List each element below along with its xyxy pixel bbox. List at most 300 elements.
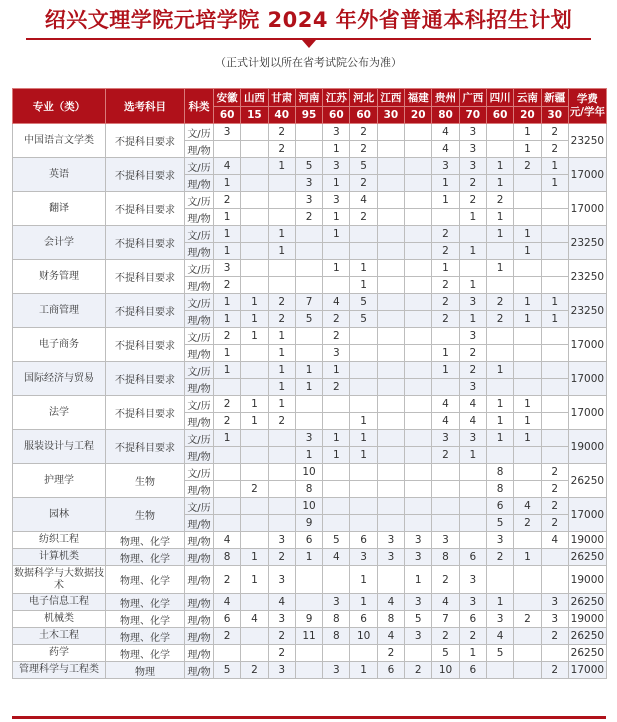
cell-quota: 5 (350, 311, 377, 328)
cell-quota: 1 (214, 430, 241, 447)
cell-quota: 1 (514, 226, 541, 243)
cell-type: 理/物 (185, 532, 214, 549)
cell-quota: 8 (323, 628, 350, 645)
cell-quota: 2 (323, 379, 350, 396)
cell-quota: 2 (459, 345, 486, 362)
cell-quota (514, 379, 541, 396)
cell-quota: 1 (323, 447, 350, 464)
cell-quota (405, 175, 432, 192)
cell-quota: 1 (323, 362, 350, 379)
cell-quota: 3 (459, 294, 486, 311)
cell-quota (241, 362, 268, 379)
cell-quota: 2 (541, 515, 568, 532)
cell-quota (377, 515, 404, 532)
cell-quota: 1 (486, 175, 513, 192)
cell-quota: 4 (432, 124, 459, 141)
header-province-total: 20 (405, 107, 432, 124)
cell-quota (377, 430, 404, 447)
cell-quota (268, 481, 295, 498)
cell-quota: 2 (241, 662, 268, 679)
cell-quota (377, 328, 404, 345)
cell-quota (377, 124, 404, 141)
cell-quota: 2 (486, 294, 513, 311)
cell-quota (241, 158, 268, 175)
cell-quota: 1 (214, 311, 241, 328)
cell-quota (295, 124, 322, 141)
cell-quota: 1 (541, 175, 568, 192)
table-row (13, 158, 607, 175)
header-province-total: 30 (541, 107, 568, 124)
cell-fee: 26250 (568, 549, 606, 566)
cell-type: 理/物 (185, 594, 214, 611)
cell-quota: 1 (514, 124, 541, 141)
cell-type: 文/历 (185, 226, 214, 243)
cell-quota: 3 (459, 430, 486, 447)
cell-quota (514, 447, 541, 464)
header-province-total: 60 (323, 107, 350, 124)
cell-quota: 3 (323, 124, 350, 141)
cell-quota: 1 (350, 277, 377, 294)
cell-quota: 1 (323, 141, 350, 158)
cell-major: 财务管理 (13, 260, 106, 294)
cell-quota (214, 645, 241, 662)
cell-quota: 3 (377, 532, 404, 549)
cell-quota: 5 (486, 515, 513, 532)
cell-subject: 不提科目要求 (106, 158, 185, 192)
cell-quota: 5 (295, 311, 322, 328)
cell-type: 文/历 (185, 192, 214, 209)
cell-quota (268, 192, 295, 209)
cell-quota: 6 (459, 662, 486, 679)
cell-subject: 不提科目要求 (106, 294, 185, 328)
header-province-total: 60 (214, 107, 241, 124)
table-row (13, 464, 607, 481)
header-province: 福建 (405, 89, 432, 107)
cell-quota (405, 226, 432, 243)
table-row (13, 566, 607, 594)
cell-quota: 8 (377, 611, 404, 628)
header-province: 四川 (486, 89, 513, 107)
cell-quota (377, 379, 404, 396)
table-header (13, 89, 607, 124)
cell-quota: 1 (432, 345, 459, 362)
cell-quota (214, 498, 241, 515)
header-province: 河北 (350, 89, 377, 107)
cell-quota (214, 447, 241, 464)
table-row (13, 645, 607, 662)
table-row (13, 662, 607, 679)
cell-quota (214, 379, 241, 396)
cell-quota: 5 (486, 645, 513, 662)
page-title: 绍兴文理学院元培学院 2024 年外省普通本科招生计划 (44, 8, 573, 32)
cell-quota: 3 (541, 594, 568, 611)
cell-quota: 4 (541, 532, 568, 549)
cell-quota (323, 566, 350, 594)
cell-quota: 1 (350, 260, 377, 277)
header-province: 安徽 (214, 89, 241, 107)
cell-quota (405, 345, 432, 362)
cell-quota (541, 549, 568, 566)
cell-type: 理/物 (185, 413, 214, 430)
cell-quota: 2 (541, 464, 568, 481)
cell-quota (295, 396, 322, 413)
cell-quota: 2 (214, 192, 241, 209)
cell-quota (241, 141, 268, 158)
cell-quota (514, 645, 541, 662)
cell-major: 土木工程 (13, 628, 106, 645)
cell-quota (350, 645, 377, 662)
cell-type: 理/物 (185, 566, 214, 594)
cell-quota (405, 277, 432, 294)
cell-quota: 1 (268, 396, 295, 413)
cell-quota (350, 379, 377, 396)
page-subtitle: （正式计划以所在省考试院公布为准） (215, 56, 402, 69)
cell-quota: 1 (241, 396, 268, 413)
cell-type: 理/物 (185, 447, 214, 464)
cell-quota (432, 209, 459, 226)
cell-quota: 2 (377, 645, 404, 662)
cell-quota: 2 (323, 328, 350, 345)
cell-quota (541, 447, 568, 464)
cell-quota (514, 175, 541, 192)
cell-subject: 物理、化学 (106, 532, 185, 549)
cell-quota: 6 (295, 532, 322, 549)
cell-quota: 2 (486, 549, 513, 566)
cell-quota (295, 645, 322, 662)
cell-quota: 1 (295, 447, 322, 464)
cell-quota: 3 (268, 611, 295, 628)
cell-quota (268, 498, 295, 515)
cell-quota (405, 192, 432, 209)
cell-quota (514, 464, 541, 481)
cell-subject: 不提科目要求 (106, 226, 185, 260)
cell-fee: 26250 (568, 645, 606, 662)
cell-quota (541, 413, 568, 430)
cell-quota: 5 (432, 645, 459, 662)
cell-quota (405, 243, 432, 260)
cell-quota: 1 (514, 396, 541, 413)
cell-quota: 4 (214, 532, 241, 549)
cell-quota: 2 (432, 294, 459, 311)
cell-quota: 1 (241, 328, 268, 345)
cell-quota (377, 413, 404, 430)
cell-quota (541, 328, 568, 345)
cell-quota: 1 (214, 294, 241, 311)
cell-quota: 6 (459, 549, 486, 566)
cell-quota (405, 294, 432, 311)
cell-quota (541, 379, 568, 396)
cell-quota (405, 328, 432, 345)
cell-quota (432, 464, 459, 481)
cell-major: 英语 (13, 158, 106, 192)
cell-quota: 4 (377, 628, 404, 645)
cell-quota (486, 345, 513, 362)
cell-quota (295, 345, 322, 362)
cell-quota: 10 (295, 464, 322, 481)
header-row-provinces (13, 89, 607, 107)
table-row (13, 611, 607, 628)
cell-quota (541, 243, 568, 260)
cell-quota: 3 (323, 345, 350, 362)
cell-quota: 2 (268, 645, 295, 662)
cell-quota: 2 (214, 328, 241, 345)
cell-quota: 5 (350, 294, 377, 311)
cell-quota: 1 (486, 158, 513, 175)
cell-major: 园林 (13, 498, 106, 532)
cell-fee: 23250 (568, 124, 606, 158)
cell-quota: 1 (323, 260, 350, 277)
cell-quota (323, 277, 350, 294)
cell-type: 理/物 (185, 628, 214, 645)
cell-quota (514, 532, 541, 549)
cell-quota: 6 (377, 662, 404, 679)
cell-quota (405, 209, 432, 226)
cell-quota: 5 (350, 158, 377, 175)
table-row (13, 124, 607, 141)
cell-quota: 1 (486, 226, 513, 243)
cell-quota: 1 (514, 311, 541, 328)
cell-quota (405, 413, 432, 430)
header-fee (568, 89, 606, 124)
cell-quota: 1 (514, 243, 541, 260)
cell-quota: 8 (486, 464, 513, 481)
cell-quota: 3 (323, 158, 350, 175)
cell-quota (295, 662, 322, 679)
cell-quota (514, 362, 541, 379)
cell-quota (405, 464, 432, 481)
cell-quota: 1 (323, 175, 350, 192)
cell-major: 国际经济与贸易 (13, 362, 106, 396)
cell-quota: 7 (432, 611, 459, 628)
cell-quota (541, 430, 568, 447)
cell-subject: 生物 (106, 498, 185, 532)
cell-quota: 1 (214, 175, 241, 192)
cell-quota: 2 (432, 226, 459, 243)
cell-quota: 4 (514, 498, 541, 515)
header-fee-line2: 元/学年 (569, 106, 606, 118)
cell-quota: 3 (323, 192, 350, 209)
cell-quota (268, 260, 295, 277)
cell-quota (323, 413, 350, 430)
cell-quota: 1 (459, 277, 486, 294)
cell-quota: 3 (459, 566, 486, 594)
cell-quota (432, 328, 459, 345)
table-row (13, 362, 607, 379)
cell-quota: 4 (486, 628, 513, 645)
cell-quota: 2 (214, 396, 241, 413)
cell-quota: 2 (241, 481, 268, 498)
cell-quota (405, 311, 432, 328)
cell-quota: 3 (486, 532, 513, 549)
cell-quota (268, 277, 295, 294)
cell-type: 文/历 (185, 294, 214, 311)
cell-quota (514, 566, 541, 594)
cell-type: 理/物 (185, 141, 214, 158)
cell-quota (295, 566, 322, 594)
header-province: 广西 (459, 89, 486, 107)
cell-quota (350, 464, 377, 481)
cell-quota: 1 (514, 549, 541, 566)
cell-subject: 不提科目要求 (106, 430, 185, 464)
cell-quota: 4 (323, 549, 350, 566)
cell-quota: 2 (268, 124, 295, 141)
cell-quota (295, 413, 322, 430)
cell-quota (268, 175, 295, 192)
cell-quota (295, 226, 322, 243)
cell-quota: 3 (459, 141, 486, 158)
cell-quota (459, 481, 486, 498)
cell-quota: 8 (295, 481, 322, 498)
cell-quota (323, 645, 350, 662)
cell-type: 理/物 (185, 515, 214, 532)
cell-quota: 1 (459, 447, 486, 464)
cell-type: 理/物 (185, 175, 214, 192)
header-province-total: 60 (350, 107, 377, 124)
cell-quota: 10 (350, 628, 377, 645)
cell-quota (514, 594, 541, 611)
cell-quota (241, 209, 268, 226)
cell-quota (241, 594, 268, 611)
cell-type: 理/物 (185, 209, 214, 226)
cell-subject: 物理、化学 (106, 611, 185, 628)
cell-quota (241, 226, 268, 243)
cell-quota: 1 (350, 447, 377, 464)
cell-quota: 3 (268, 662, 295, 679)
header-province: 山西 (241, 89, 268, 107)
cell-fee: 23250 (568, 226, 606, 260)
cell-quota (241, 192, 268, 209)
cell-major: 服装设计与工程 (13, 430, 106, 464)
cell-quota (295, 277, 322, 294)
cell-quota (241, 532, 268, 549)
cell-quota: 3 (268, 566, 295, 594)
cell-quota: 2 (541, 124, 568, 141)
cell-quota: 4 (214, 594, 241, 611)
cell-quota (377, 481, 404, 498)
cell-type: 文/历 (185, 124, 214, 141)
cell-subject: 物理、化学 (106, 549, 185, 566)
cell-fee: 26250 (568, 594, 606, 611)
cell-quota (323, 396, 350, 413)
table-body (13, 124, 607, 679)
cell-quota: 3 (268, 532, 295, 549)
cell-quota (459, 498, 486, 515)
cell-subject: 不提科目要求 (106, 362, 185, 396)
cell-quota: 4 (432, 141, 459, 158)
cell-fee: 23250 (568, 260, 606, 294)
cell-quota (214, 464, 241, 481)
cell-quota (323, 515, 350, 532)
cell-type: 文/历 (185, 260, 214, 277)
cell-quota: 5 (405, 611, 432, 628)
cell-quota: 4 (323, 294, 350, 311)
cell-quota (405, 498, 432, 515)
cell-quota: 1 (486, 594, 513, 611)
table-row (13, 498, 607, 515)
cell-quota: 1 (323, 209, 350, 226)
cell-quota (514, 260, 541, 277)
cell-subject: 物理 (106, 662, 185, 679)
cell-quota (241, 277, 268, 294)
cell-quota: 1 (541, 158, 568, 175)
cell-quota (486, 141, 513, 158)
cell-quota: 6 (350, 532, 377, 549)
cell-quota: 4 (432, 413, 459, 430)
cell-quota (350, 396, 377, 413)
cell-fee: 19000 (568, 611, 606, 628)
table-row (13, 430, 607, 447)
cell-quota (486, 277, 513, 294)
cell-quota: 2 (268, 628, 295, 645)
cell-quota (541, 645, 568, 662)
cell-quota (241, 515, 268, 532)
cell-quota (377, 243, 404, 260)
cell-quota: 1 (214, 345, 241, 362)
cell-quota: 1 (459, 311, 486, 328)
cell-quota: 2 (541, 141, 568, 158)
cell-quota: 3 (459, 124, 486, 141)
cell-quota: 10 (432, 662, 459, 679)
cell-quota (268, 515, 295, 532)
cell-quota: 2 (459, 175, 486, 192)
cell-major: 法学 (13, 396, 106, 430)
cell-quota: 2 (268, 311, 295, 328)
cell-quota (405, 515, 432, 532)
cell-quota (377, 311, 404, 328)
header-fee-line1: 学费 (576, 93, 598, 105)
cell-quota: 2 (268, 141, 295, 158)
cell-type: 文/历 (185, 396, 214, 413)
cell-quota (486, 328, 513, 345)
cell-quota: 3 (405, 594, 432, 611)
cell-quota (514, 345, 541, 362)
cell-quota (268, 430, 295, 447)
cell-quota: 3 (323, 662, 350, 679)
cell-quota (323, 498, 350, 515)
cell-quota: 5 (323, 532, 350, 549)
table-row (13, 594, 607, 611)
cell-quota (405, 430, 432, 447)
cell-quota: 1 (541, 311, 568, 328)
cell-quota (514, 209, 541, 226)
cell-quota: 1 (486, 209, 513, 226)
cell-quota: 3 (214, 124, 241, 141)
cell-quota: 3 (214, 260, 241, 277)
cell-quota (541, 345, 568, 362)
cell-quota (377, 362, 404, 379)
cell-quota: 2 (214, 277, 241, 294)
cell-type: 文/历 (185, 430, 214, 447)
cell-quota: 1 (486, 396, 513, 413)
cell-subject: 不提科目要求 (106, 260, 185, 294)
cell-quota: 3 (405, 532, 432, 549)
header-province-total: 40 (268, 107, 295, 124)
cell-major: 中国语言文学类 (13, 124, 106, 158)
cell-quota: 2 (514, 611, 541, 628)
cell-quota: 1 (514, 294, 541, 311)
cell-quota: 2 (214, 413, 241, 430)
cell-quota: 2 (214, 566, 241, 594)
cell-type: 理/物 (185, 379, 214, 396)
header-province-total: 20 (514, 107, 541, 124)
cell-type: 理/物 (185, 277, 214, 294)
table-row (13, 294, 607, 311)
cell-fee: 17000 (568, 158, 606, 192)
cell-quota: 2 (459, 362, 486, 379)
cell-quota: 1 (350, 413, 377, 430)
cell-quota: 3 (432, 532, 459, 549)
cell-subject: 物理、化学 (106, 594, 185, 611)
